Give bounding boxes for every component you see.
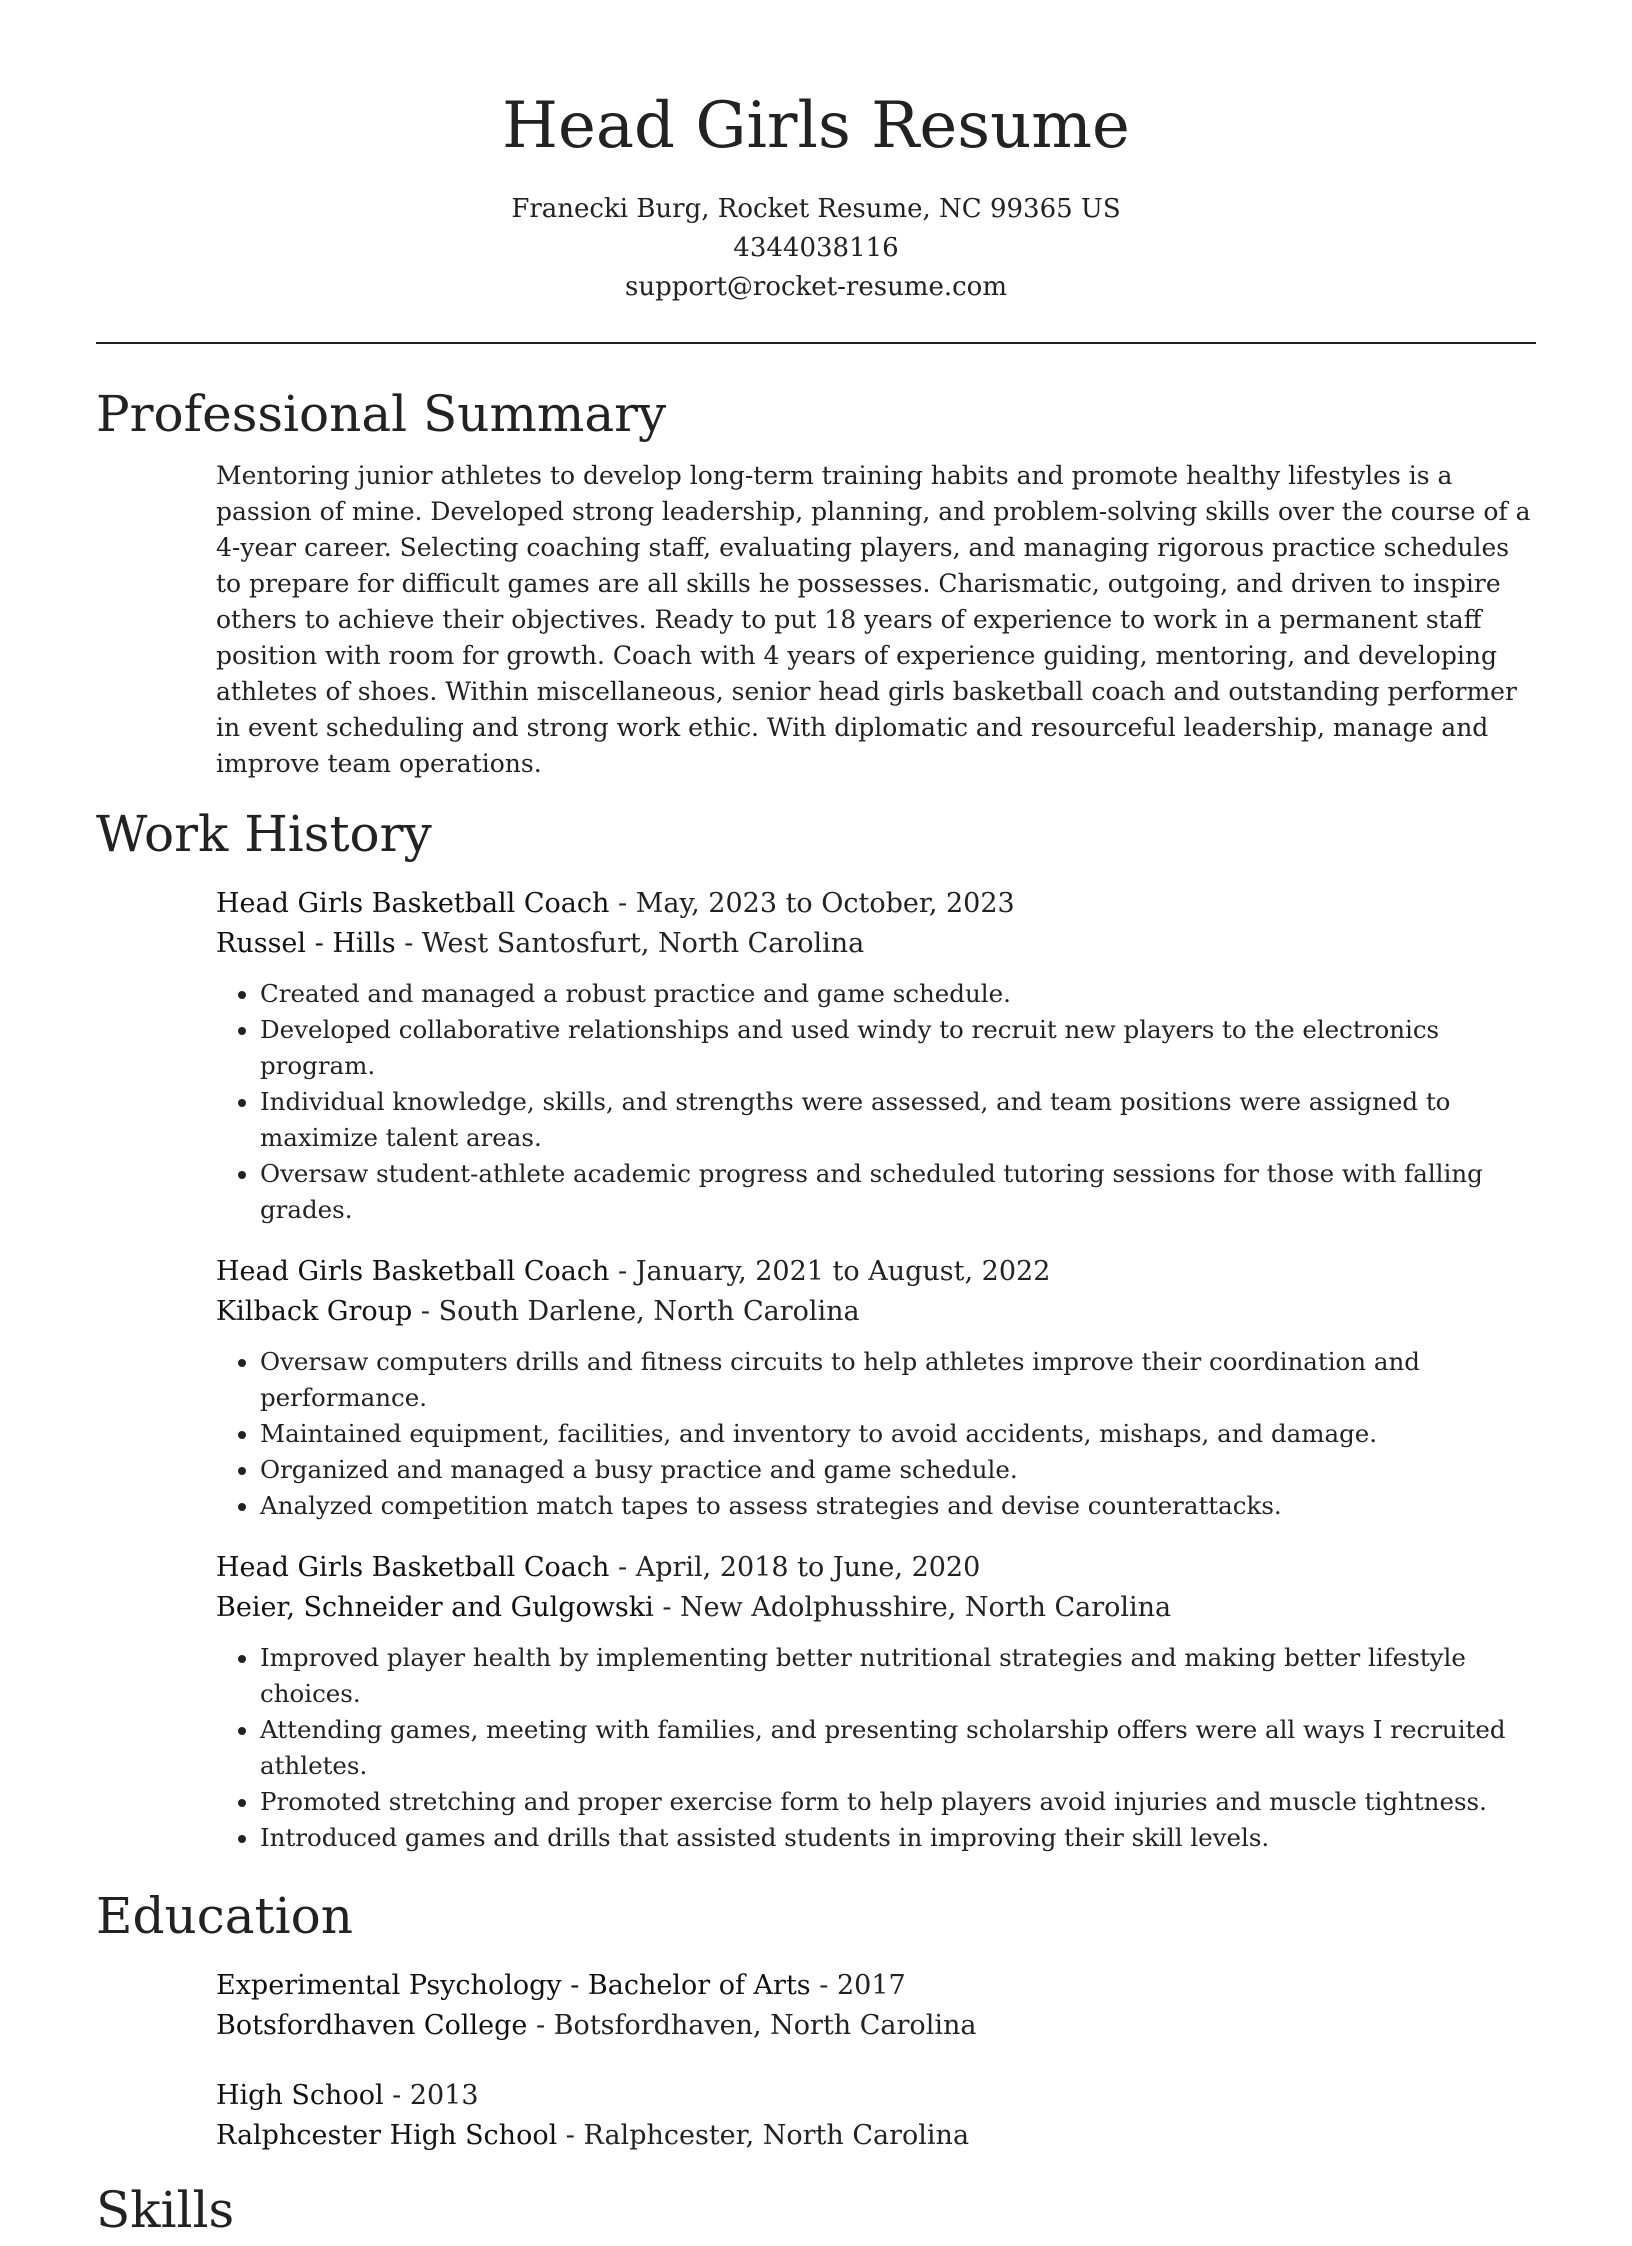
contact-phone: 4344038116 (733, 233, 899, 263)
job-bullet: • Developed collaborative relationships and used windy to recruit new players to the electronics program. (260, 1012, 1536, 1084)
work-history-list (216, 884, 1536, 1856)
job-company-line (216, 1588, 1536, 1628)
education-degree: High School (216, 2080, 384, 2111)
job-bullet: • Maintained equipment, facilities, and inventory to avoid accidents, mishaps, and damage. (260, 1416, 1536, 1452)
education-degree: Experimental Psychology - Bachelor of Arts (216, 1970, 811, 2001)
summary-section (96, 378, 1536, 782)
education-school-line (216, 2006, 1536, 2046)
contact-block (96, 190, 1536, 307)
resume-name: Head Girls Resume (502, 89, 1130, 163)
job-company-line (216, 924, 1536, 964)
education-list (216, 1966, 1536, 2156)
job-entry (216, 884, 1536, 1228)
job-company: Beier, Schneider and Gulgowski (216, 1592, 654, 1623)
job-dates: - May, 2023 to October, 2023 (609, 888, 1015, 919)
education-school-line (216, 2116, 1536, 2156)
job-bullet: • Created and managed a robust practice and game schedule. (260, 976, 1536, 1012)
education-heading: Education (96, 1887, 353, 1945)
job-bullet: • Organized and managed a busy practice and game schedule. (260, 1452, 1536, 1488)
job-bullet: • Oversaw student-athlete academic progress and scheduled tutoring sessions for those with falling grades. (260, 1156, 1536, 1228)
education-section (96, 1880, 1536, 2156)
contact-address: Franecki Burg, Rocket Resume, NC 99365 US (511, 194, 1121, 224)
job-role: Head Girls Basketball Coach (216, 888, 610, 919)
job-location: - West Santosfurt, North Carolina (395, 928, 865, 959)
education-degree-line (216, 2076, 1536, 2116)
job-company: Kilback Group (216, 1296, 413, 1327)
job-bullets (216, 1640, 1536, 1856)
job-location: - South Darlene, North Carolina (412, 1296, 860, 1327)
education-year: - 2013 (383, 2080, 479, 2111)
job-title-line (216, 884, 1536, 924)
job-dates: - April, 2018 to June, 2020 (609, 1552, 981, 1583)
resume-content (96, 378, 1536, 2246)
job-location: - New Adolphusshire, North Carolina (653, 1592, 1172, 1623)
education-school: Ralphcester High School (216, 2120, 558, 2151)
job-company-line (216, 1292, 1536, 1332)
job-bullet: • Improved player health by implementing better nutritional strategies and making better lifestyle choices. (260, 1640, 1536, 1712)
job-bullets (216, 1344, 1536, 1524)
summary-heading: Professional Summary (96, 385, 667, 443)
education-degree-line (216, 1966, 1536, 2006)
job-entry (216, 1252, 1536, 1524)
education-entry (216, 2076, 1536, 2156)
resume-header (96, 84, 1536, 307)
education-entry (216, 1966, 1536, 2046)
summary-text: Mentoring junior athletes to develop long-term training habits and promote healthy lifestyles is a passion of mine. Developed strong leadership, planning, and problem-solving skills over the course of a 4-year career. Selecting coaching staff, evaluating players, and managing rigorous practice schedules to prepare for difficult games are all skills he possesses. Charismatic, outgoing, and driven to inspire others to achieve their objectives. Ready to put 18 years of experience to work in a permanent staff position with room for growth. Coach with 4 years of experience guiding, mentoring, and developing athletes of shoes. Within miscellaneous, senior head girls basketball coach and outstanding performer in event scheduling and strong work ethic. With diplomatic and resourceful leadership, manage and improve team operations. (216, 461, 1531, 778)
education-school: Botsfordhaven College (216, 2010, 528, 2041)
job-title-line (216, 1252, 1536, 1292)
education-year: - 2017 (810, 1970, 906, 2001)
job-title-line (216, 1548, 1536, 1588)
education-location: - Ralphcester, North Carolina (557, 2120, 970, 2151)
skills-heading: Skills (96, 2181, 235, 2239)
education-location: - Botsfordhaven, North Carolina (527, 2010, 977, 2041)
job-bullet: • Promoted stretching and proper exercise form to help players avoid injuries and muscle tightness. (260, 1784, 1536, 1820)
job-bullet: • Analyzed competition match tapes to assess strategies and devise counterattacks. (260, 1488, 1536, 1524)
job-role: Head Girls Basketball Coach (216, 1552, 610, 1583)
header-divider (96, 342, 1536, 344)
work-history-section (96, 798, 1536, 1856)
job-bullet: • Attending games, meeting with families, and presenting scholarship offers were all ways I recruited athletes. (260, 1712, 1536, 1784)
contact-email: support@rocket-resume.com (624, 272, 1007, 302)
work-history-heading: Work History (96, 805, 432, 863)
job-role: Head Girls Basketball Coach (216, 1256, 610, 1287)
job-bullet: • Oversaw computers drills and fitness circuits to help athletes improve their coordination and performance. (260, 1344, 1536, 1416)
job-dates: - January, 2021 to August, 2022 (609, 1256, 1051, 1287)
job-company: Russel - Hills (216, 928, 396, 959)
job-bullets (216, 976, 1536, 1228)
job-bullet: • Individual knowledge, skills, and strengths were assessed, and team positions were assigned to maximize talent areas. (260, 1084, 1536, 1156)
job-entry (216, 1548, 1536, 1856)
job-bullet: • Introduced games and drills that assisted students in improving their skill levels. (260, 1820, 1536, 1856)
skills-section (96, 2174, 1536, 2246)
